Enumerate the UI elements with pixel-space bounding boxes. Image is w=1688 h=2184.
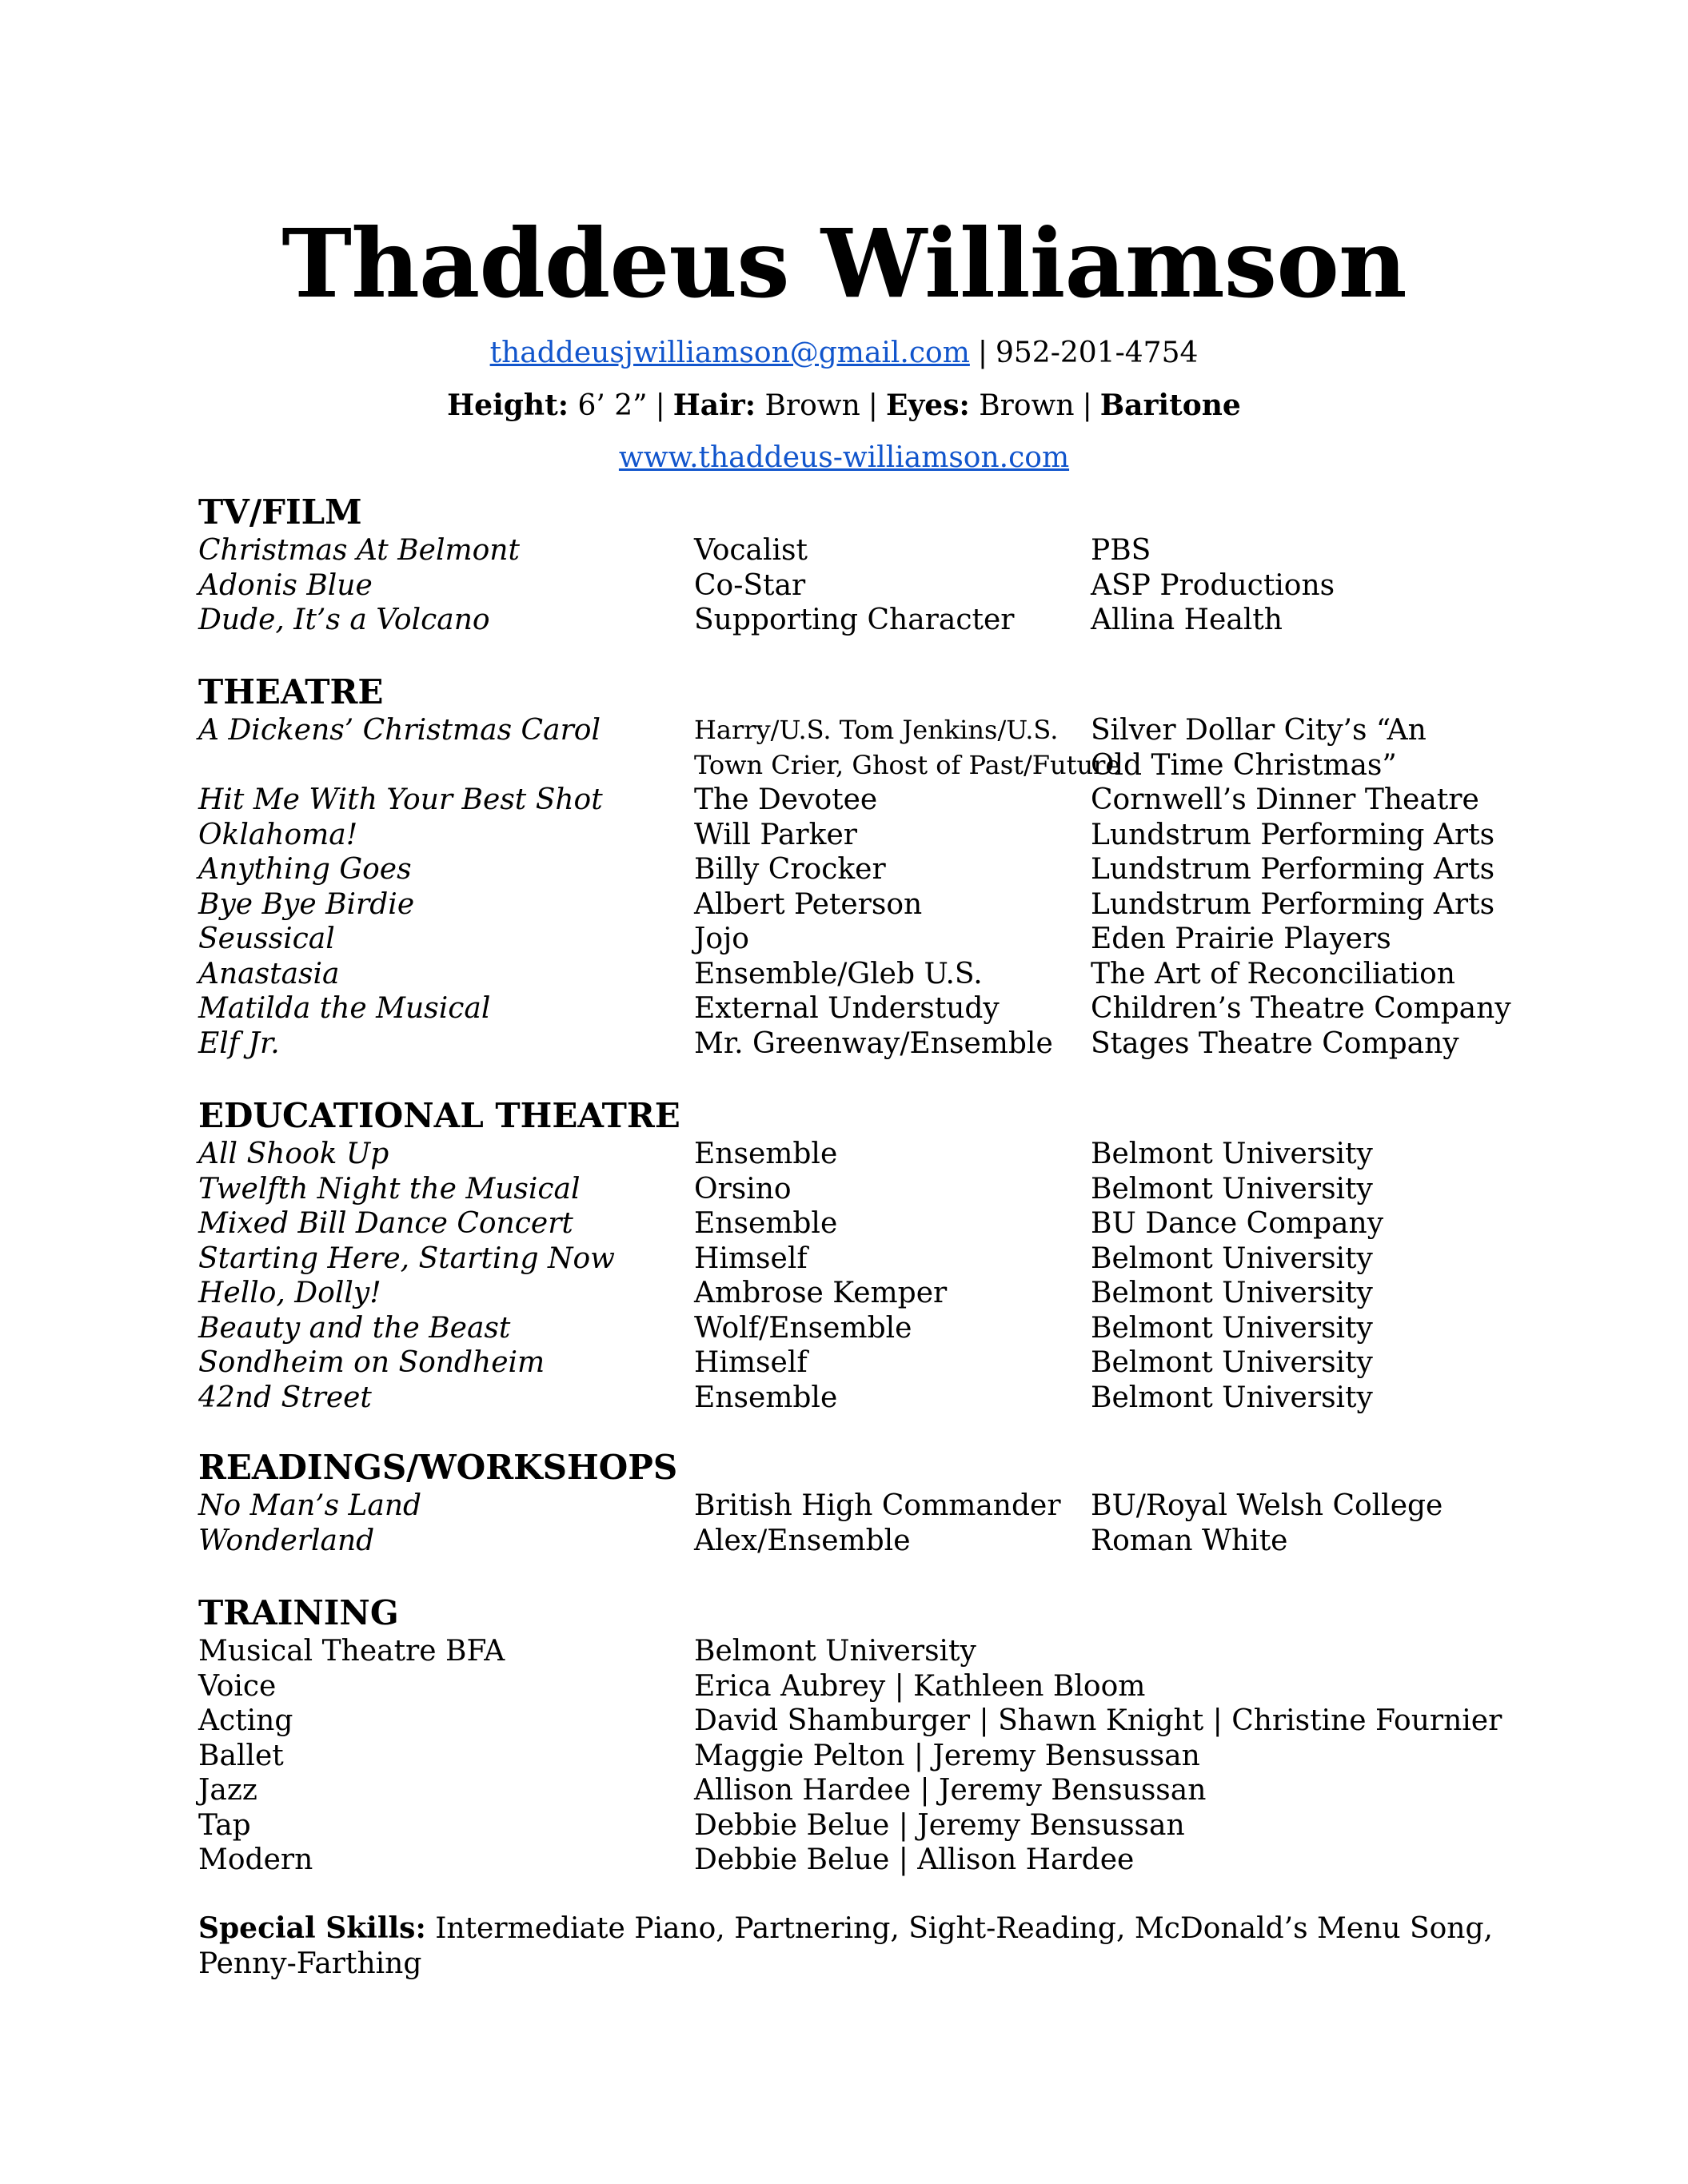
credit-row — [198, 1311, 1510, 1346]
training-row — [198, 1739, 1510, 1774]
training-teachers: Erica Aubrey | Kathleen Bloom — [694, 1669, 1146, 1703]
training-subject: Acting — [198, 1704, 293, 1737]
credit-role: Wolf/Ensemble — [694, 1311, 912, 1345]
hair-value: Brown — [764, 389, 860, 422]
credit-title: Mixed Bill Dance Concert — [198, 1207, 573, 1240]
credit-company: ASP Productions — [1091, 568, 1335, 602]
training-subject: Ballet — [198, 1739, 284, 1772]
credit-role: Vocalist — [694, 534, 808, 567]
training-row — [198, 1704, 1510, 1739]
phone-number: 952-201-4754 — [996, 337, 1199, 369]
training-teachers: Belmont University — [694, 1635, 976, 1668]
credit-title: Seussical — [198, 923, 335, 955]
credit-role: Himself — [694, 1346, 808, 1379]
credit-company: Old Time Christmas” — [1091, 748, 1397, 782]
section-readings-workshops — [198, 1447, 1510, 1558]
training-teachers: Debbie Belue | Jeremy Bensussan — [694, 1808, 1185, 1842]
credit-row — [198, 1172, 1510, 1207]
credit-company: Belmont University — [1091, 1241, 1373, 1275]
credit-company: Lundstrum Performing Arts — [1091, 853, 1495, 886]
section-heading: READINGS/WORKSHOPS — [198, 1448, 678, 1487]
credit-company: Children’s Theatre Company — [1091, 992, 1511, 1025]
website-link[interactable]: www.thaddeus-williamson.com — [618, 441, 1070, 474]
credit-title: Starting Here, Starting Now — [198, 1241, 615, 1275]
training-row — [198, 1843, 1510, 1878]
credit-row — [198, 1345, 1510, 1381]
credit-company: Belmont University — [1091, 1346, 1373, 1379]
credit-title: Adonis Blue — [198, 568, 373, 602]
training-teachers: Maggie Pelton | Jeremy Bensussan — [694, 1739, 1200, 1772]
special-skills-label: Special Skills: — [198, 1911, 426, 1945]
credit-title: 42nd Street — [198, 1381, 372, 1414]
credit-company: PBS — [1091, 534, 1151, 567]
credit-role: Co-Star — [694, 568, 806, 602]
credit-company: Roman White — [1091, 1524, 1288, 1557]
credit-company: Belmont University — [1091, 1172, 1373, 1206]
credit-title: Elf Jr. — [198, 1026, 280, 1060]
credit-role: Ensemble/Gleb U.S. — [694, 957, 983, 990]
section-heading: EDUCATIONAL THEATRE — [198, 1096, 680, 1135]
credit-company: Lundstrum Performing Arts — [1091, 818, 1495, 851]
credit-role: Mr. Greenway/Ensemble — [694, 1026, 1053, 1060]
credit-row — [198, 1276, 1510, 1311]
credit-company: Belmont University — [1091, 1277, 1373, 1309]
section-heading: THEATRE — [198, 672, 384, 711]
credit-role: Ensemble — [694, 1381, 838, 1414]
credit-company: Belmont University — [1091, 1138, 1373, 1170]
section-heading: TV/FILM — [198, 492, 362, 532]
credit-role: Orsino — [694, 1172, 792, 1206]
training-teachers: Debbie Belue | Allison Hardee — [694, 1843, 1135, 1876]
credit-role: Alex/Ensemble — [694, 1524, 911, 1557]
training-row — [198, 1634, 1510, 1669]
credit-title: All Shook Up — [198, 1138, 389, 1170]
credit-row — [198, 1137, 1510, 1172]
credit-title: No Man’s Land — [198, 1489, 422, 1522]
credit-title: Hit Me With Your Best Shot — [198, 783, 603, 816]
actor-name: Thaddeus Williamson — [281, 208, 1407, 319]
training-row — [198, 1808, 1510, 1843]
section-theatre — [198, 672, 1510, 1061]
credit-row — [198, 568, 1510, 604]
credit-role: Albert Peterson — [694, 887, 923, 921]
height-value: 6’ 2” — [577, 389, 648, 422]
credit-company: Belmont University — [1091, 1311, 1373, 1345]
credit-row — [198, 783, 1510, 818]
credit-title: Matilda the Musical — [198, 992, 491, 1025]
credit-row — [198, 603, 1510, 638]
credit-title: A Dickens’ Christmas Carol — [198, 714, 601, 747]
eyes-label: Eyes: — [885, 389, 970, 422]
credit-role: Jojo — [694, 923, 749, 955]
credit-role: British High Commander — [694, 1489, 1061, 1522]
special-skills-text: Intermediate Piano, Partnering, Sight-Reading, McDonald’s Menu Song, Penny-Farthing — [198, 1912, 1493, 1980]
height-label: Height: — [447, 389, 569, 422]
credit-title: Christmas At Belmont — [198, 534, 520, 567]
credit-title: Anything Goes — [198, 853, 412, 886]
contact-line — [0, 334, 1688, 373]
credit-company: Allina Health — [1091, 604, 1283, 636]
credit-title: Twelfth Night the Musical — [198, 1172, 581, 1206]
credit-role: Ensemble — [694, 1207, 838, 1240]
credit-title: Anastasia — [198, 957, 340, 990]
credit-role: Himself — [694, 1241, 808, 1275]
credit-title: Wonderland — [198, 1524, 375, 1557]
credit-role: Harry/U.S. Tom Jenkins/U.S. — [694, 715, 1059, 745]
credit-role: Ambrose Kemper — [694, 1277, 948, 1309]
credit-row — [198, 1026, 1510, 1062]
credit-company: BU Dance Company — [1091, 1207, 1384, 1240]
credit-company: Cornwell’s Dinner Theatre — [1091, 783, 1479, 816]
email-link[interactable]: thaddeusjwilliamson@gmail.com — [489, 337, 970, 369]
separator: | — [655, 389, 665, 422]
section-training — [198, 1592, 1510, 1878]
credit-company: Stages Theatre Company — [1091, 1026, 1459, 1060]
credit-role: Supporting Character — [694, 604, 1015, 636]
credit-row — [198, 818, 1510, 853]
credit-row — [198, 852, 1510, 887]
credit-title: Beauty and the Beast — [198, 1311, 511, 1345]
credit-company: Lundstrum Performing Arts — [1091, 887, 1495, 921]
credit-company: The Art of Reconciliation — [1091, 957, 1455, 990]
credit-role: Town Crier, Ghost of Past/Future — [694, 749, 1121, 780]
eyes-value: Brown — [979, 389, 1075, 422]
training-row — [198, 1773, 1510, 1808]
special-skills — [198, 1911, 1494, 1982]
credit-row — [198, 748, 1510, 783]
credit-company: Eden Prairie Players — [1091, 923, 1391, 955]
credit-row — [198, 991, 1510, 1026]
credit-company: Silver Dollar City’s “An — [1091, 714, 1427, 747]
hair-label: Hair: — [672, 389, 756, 422]
credit-row — [198, 1524, 1510, 1559]
training-subject: Jazz — [198, 1774, 257, 1807]
section-heading: TRAINING — [198, 1593, 399, 1632]
credit-company: Belmont University — [1091, 1381, 1373, 1414]
credit-title: Dude, It’s a Volcano — [198, 604, 490, 636]
section-educational-theatre — [198, 1095, 1510, 1415]
training-row — [198, 1669, 1510, 1704]
credit-row — [198, 1241, 1510, 1277]
separator: | — [977, 337, 988, 369]
credit-role: Will Parker — [694, 818, 857, 851]
stats-line — [0, 386, 1688, 425]
credit-row — [198, 1489, 1510, 1524]
credit-row — [198, 922, 1510, 957]
training-teachers: Allison Hardee | Jeremy Bensussan — [694, 1774, 1207, 1807]
credit-role: Billy Crocker — [694, 853, 886, 886]
credit-title: Sondheim on Sondheim — [198, 1346, 545, 1379]
section-tv-film — [198, 492, 1510, 638]
credit-title: Bye Bye Birdie — [198, 887, 415, 921]
website-line — [0, 439, 1688, 477]
training-subject: Voice — [198, 1669, 277, 1703]
credit-row — [198, 1381, 1510, 1416]
separator: | — [868, 389, 878, 422]
credit-row — [198, 533, 1510, 568]
credit-row — [198, 887, 1510, 923]
training-subject: Tap — [198, 1808, 251, 1842]
credit-title: Hello, Dolly! — [198, 1277, 381, 1309]
credit-title: Oklahoma! — [198, 818, 358, 851]
credit-row — [198, 957, 1510, 992]
training-subject: Modern — [198, 1843, 313, 1876]
credit-company: BU/Royal Welsh College — [1091, 1489, 1443, 1522]
voice-type: Baritone — [1099, 389, 1241, 422]
training-subject: Musical Theatre BFA — [198, 1635, 505, 1668]
credit-row — [198, 1206, 1510, 1241]
credit-role: External Understudy — [694, 992, 1000, 1025]
separator: | — [1082, 389, 1092, 422]
credit-row — [198, 713, 1510, 748]
credit-role: The Devotee — [694, 783, 878, 816]
credit-role: Ensemble — [694, 1138, 838, 1170]
training-teachers: David Shamburger | Shawn Knight | Christine Fournier — [694, 1704, 1502, 1737]
